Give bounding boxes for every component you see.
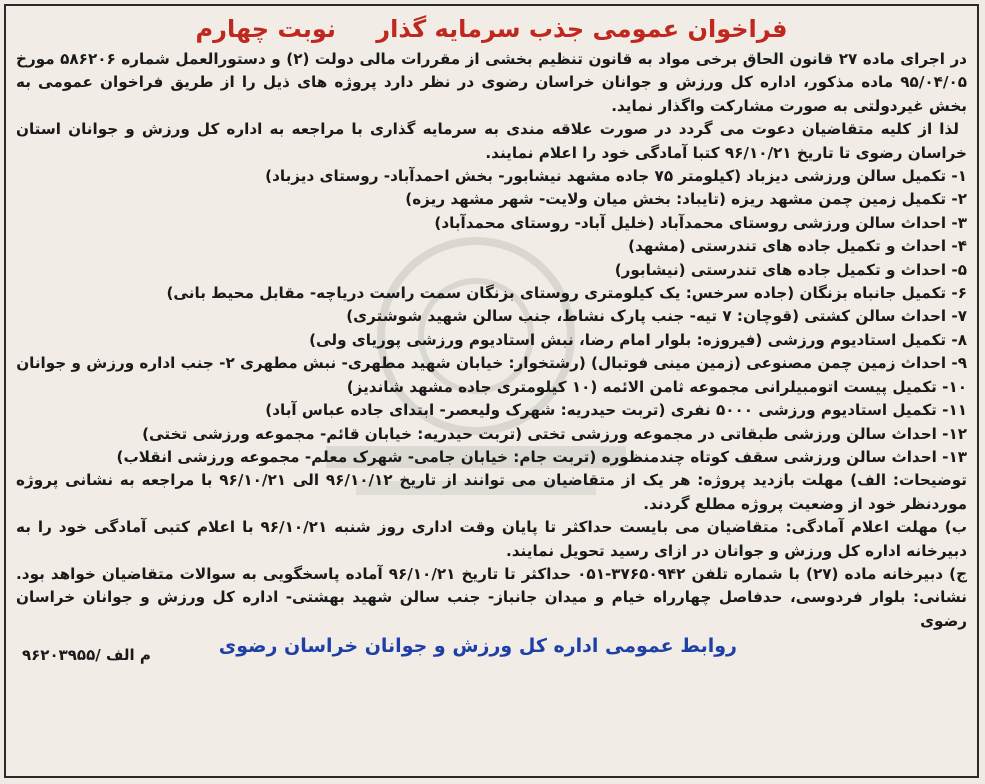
title-main: فراخوان عمومی جذب سرمایه گذار	[376, 15, 788, 43]
project-item: ۲- تکمیل زمین چمن مشهد ریزه (تایباد: بخش میان ولایت- شهر مشهد ریزه)	[405, 190, 967, 209]
note-b	[16, 516, 967, 563]
project-item: ۳- احداث سالن ورزشی روستای محمدآباد (خلیل آباد- روستای محمدآباد)	[434, 213, 967, 232]
project-item: ۱۰- تکمیل پیست اتومبیلرانی مجموعه ثامن الائمه (۱۰ کیلومتری جاده مشهد شاندیز)	[346, 377, 967, 396]
project-item: ۶- تکمیل جانباه بزنگان (جاده سرخس: یک کیلومتری روستای بزنگان سمت راست دریاچه- مقابل محیط بانی)	[166, 284, 967, 303]
project-item: ۷- احداث سالن کشتی (قوچان: ۷ تیه- جنب پارک نشاط، جنب سالن شهید شوشتری)	[346, 307, 967, 326]
note-a	[16, 469, 967, 516]
notice-frame	[4, 4, 979, 778]
note-a-head: الف) مهلت بازدید پروژه:	[697, 471, 887, 490]
note-b-text: متقاضیان می بایست حداکثر تا پایان وقت اداری روز شنبه ۹۶/۱۰/۲۱ با اعلام کتبی آمادگی خود را به دبیرخانه اداره کل ورزش و جوانان در ازای رسید تحویل نمایند.	[16, 518, 967, 560]
project-item: ۱۳- احداث سالن ورزشی سقف کوتاه چندمنظوره (تربت جام: خیابان جامی- شهرک معلم- مجموعه ورزشی انقلاب)	[116, 447, 967, 466]
footer	[16, 633, 967, 664]
project-item: ۱- تکمیل سالن ورزشی دیزباد (کیلومتر ۷۵ جاده مشهد نیشابور- بخش احمدآباد- روستای دیزباد)	[265, 167, 967, 186]
notice-title	[16, 12, 967, 46]
note-a-text: هر یک از متقاضیان می توانند از تاریخ ۹۶/۱۰/۱۲ الی ۹۶/۱۰/۲۱ با مراجعه به نشانی پروژه موردنظر خود از وضعیت پروژه مطلع گردند.	[16, 471, 967, 513]
project-item: ۱۲- احداث سالن ورزشی طبقاتی در مجموعه ورزشی تختی (تربت حیدریه: خیابان قائم- مجموعه ورزشی تختی)	[142, 424, 967, 443]
notes-label: توضیحات:	[892, 471, 967, 490]
project-item: ۵- احداث و تکمیل جاده های تندرستی (نیشابور)	[614, 260, 967, 279]
project-list	[16, 165, 967, 469]
notice-body	[16, 12, 967, 770]
title-round: نوبت چهارم	[195, 15, 336, 43]
project-item: ۸- تکمیل استادیوم ورزشی (فیروزه: بلوار امام رضا، نبش استادیوم ورزشی پوریای ولی)	[309, 330, 967, 349]
intro-paragraph-1: در اجرای ماده ۲۷ قانون الحاق برخی مواد به قانون تنظیم بخشی از مقررات مالی دولت (۲) و دستورالعمل شماره ۵۸۶۲۰۶ مورخ ۹۵/۰۴/۰۵ ماده مذکور، اداره کل ورزش و جوانان خراسان رضوی در نظر دارد پروژه های ذیل را از طریق فراخوان عمومی به بخش غیردولتی به صورت مشارکت واگذار نماید.	[16, 50, 967, 115]
project-item: ۱۱- تکمیل استادیوم ورزشی ۵۰۰۰ نفری (تربت حیدریه: شهرک ولیعصر- ابتدای جاده عباس آباد)	[265, 401, 967, 420]
note-c: ج) دبیرخانه ماده (۲۷) با شماره تلفن ۳۷۶۵۰۹۴۲-۰۵۱ حداکثر تا تاریخ ۹۶/۱۰/۲۱ آماده پاسخگویی به سوالات متقاضیان خواهد بود. نشانی: بلوار فردوسی، حدفاصل چهارراه خیام و میدان جانباز- جنب سالن شهید بهشتی- اداره کل ورزش و جوانان خراسان رضوی	[16, 564, 968, 630]
footer-code: ۹۶۲۰۳۹۵۵/ م الف	[22, 645, 151, 664]
note-b-head: ب) مهلت اعلام آمادگی:	[785, 518, 967, 537]
project-item: ۴- احداث و تکمیل جاده های تندرستی (مشهد)	[628, 237, 967, 256]
project-item: ۹- احداث زمین چمن مصنوعی (زمین مینی فوتبال) (رشتخوار: خیابان شهید مطهری- نبش مطهری ۲- جنب اداره ورزش و جوانان	[16, 354, 967, 373]
intro-paragraph-2: لذا از کلیه متقاضیان دعوت می گردد در صورت علاقه مندی به سرمایه گذاری با مراجعه به اداره کل ورزش و جوانان استان خراسان رضوی تا تاریخ ۹۶/۱۰/۲۱ کتبا آمادگی خود را اعلام نمایند.	[16, 120, 967, 162]
footer-organization: روابط عمومی اداره کل ورزش و جوانان خراسان رضوی	[218, 635, 737, 658]
